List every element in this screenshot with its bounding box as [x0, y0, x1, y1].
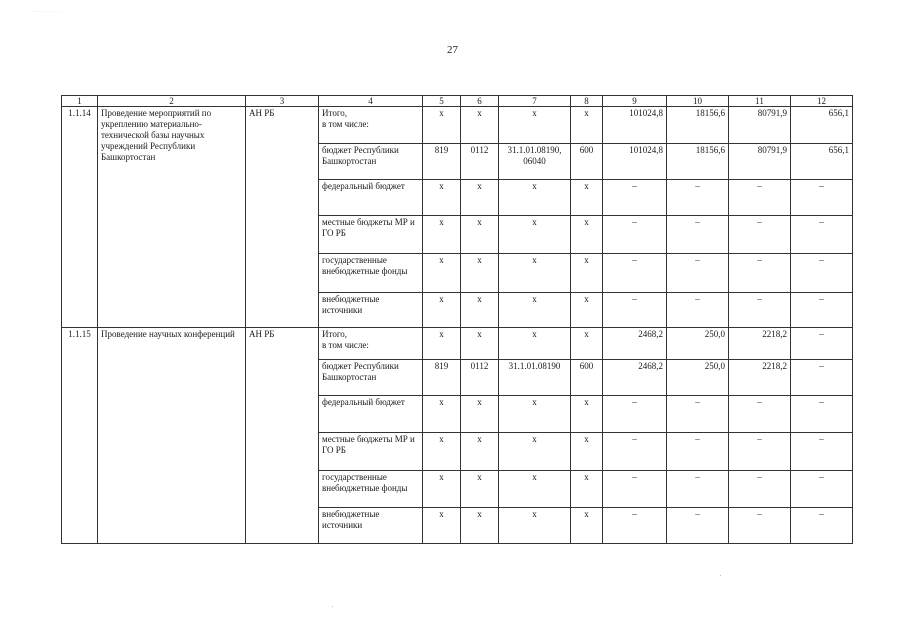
scan-speck — [720, 575, 721, 576]
page-number: 27 — [447, 44, 458, 56]
column-number-row — [62, 96, 853, 107]
amount-cell: – — [603, 396, 667, 433]
amount-cell: – — [667, 293, 729, 328]
amount-cell: – — [791, 180, 853, 216]
amount-cell: – — [729, 254, 791, 293]
amount-cell: – — [791, 433, 853, 471]
amount-cell: 101024,8 — [603, 144, 667, 180]
amount-cell: – — [667, 216, 729, 254]
amount-cell: – — [603, 293, 667, 328]
budget-code-cell: 819 — [423, 144, 461, 180]
target-article-cell: х — [499, 396, 571, 433]
amount-cell: – — [667, 254, 729, 293]
amount-cell: 80791,9 — [729, 144, 791, 180]
amount-cell: 18156,6 — [667, 107, 729, 144]
column-header: 11 — [729, 96, 791, 107]
budget-code-cell: х — [423, 180, 461, 216]
funding-source: внебюджетные источники — [319, 508, 423, 544]
expense-type-cell: х — [571, 293, 603, 328]
amount-cell: – — [791, 328, 853, 360]
amount-cell: – — [603, 433, 667, 471]
amount-cell: – — [791, 471, 853, 508]
funding-source: федеральный бюджет — [319, 396, 423, 433]
target-article-cell: 31.1.01.08190 — [499, 360, 571, 396]
target-article-cell: х — [499, 328, 571, 360]
amount-cell: – — [729, 508, 791, 544]
amount-cell: – — [791, 254, 853, 293]
funding-source: местные бюджеты МР и ГО РБ — [319, 216, 423, 254]
amount-cell: – — [667, 433, 729, 471]
amount-cell: – — [667, 396, 729, 433]
expense-type-cell: х — [571, 433, 603, 471]
amount-cell: 2468,2 — [603, 328, 667, 360]
scan-speck — [332, 606, 333, 607]
section-code-cell: 0112 — [461, 360, 499, 396]
expense-type-cell: х — [571, 396, 603, 433]
amount-cell: – — [729, 471, 791, 508]
target-article-cell: х — [499, 508, 571, 544]
amount-cell: – — [729, 433, 791, 471]
amount-cell: – — [791, 360, 853, 396]
section-code-cell: х — [461, 216, 499, 254]
column-header: 12 — [791, 96, 853, 107]
item-executor: АН РБ — [246, 328, 319, 544]
budget-code-cell: х — [423, 471, 461, 508]
expense-type-cell: 600 — [571, 144, 603, 180]
amount-cell: – — [791, 396, 853, 433]
column-header: 5 — [423, 96, 461, 107]
amount-cell: – — [603, 254, 667, 293]
target-article-cell: х — [499, 107, 571, 144]
budget-code-cell: х — [423, 107, 461, 144]
section-code-cell: х — [461, 180, 499, 216]
target-article-cell: х — [499, 293, 571, 328]
expense-type-cell: х — [571, 508, 603, 544]
section-code-cell: х — [461, 293, 499, 328]
expense-type-cell: х — [571, 471, 603, 508]
amount-cell: – — [729, 396, 791, 433]
amount-cell: 2218,2 — [729, 360, 791, 396]
section-code-cell: х — [461, 396, 499, 433]
amount-cell: 656,1 — [791, 107, 853, 144]
scan-artifact-right: . . — [879, 9, 883, 14]
amount-cell: – — [603, 180, 667, 216]
funding-source: Итого, в том числе: — [319, 328, 423, 360]
target-article-cell: х — [499, 180, 571, 216]
column-header: 4 — [319, 96, 423, 107]
target-article-cell: х — [499, 216, 571, 254]
expense-type-cell: х — [571, 107, 603, 144]
amount-cell: – — [603, 471, 667, 508]
expense-type-cell: 600 — [571, 360, 603, 396]
budget-code-cell: х — [423, 293, 461, 328]
amount-cell: – — [667, 471, 729, 508]
funding-source: Итого, в том числе: — [319, 107, 423, 144]
amount-cell: 250,0 — [667, 360, 729, 396]
budget-code-cell: х — [423, 328, 461, 360]
expense-type-cell: х — [571, 254, 603, 293]
column-header: 6 — [461, 96, 499, 107]
section-code-cell: х — [461, 328, 499, 360]
target-article-cell: х — [499, 254, 571, 293]
column-header: 10 — [667, 96, 729, 107]
item-name: Проведение научных конференций — [98, 328, 246, 544]
section-code-cell: 0112 — [461, 144, 499, 180]
budget-table — [61, 95, 853, 544]
funding-source: местные бюджеты МР и ГО РБ — [319, 433, 423, 471]
budget-code-cell: х — [423, 433, 461, 471]
budget-code-cell: х — [423, 396, 461, 433]
column-header: 8 — [571, 96, 603, 107]
amount-cell: – — [667, 180, 729, 216]
budget-code-cell: х — [423, 216, 461, 254]
section-code-cell: х — [461, 433, 499, 471]
target-article-cell: х — [499, 433, 571, 471]
amount-cell: – — [667, 508, 729, 544]
amount-cell: 2218,2 — [729, 328, 791, 360]
amount-cell: 101024,8 — [603, 107, 667, 144]
budget-code-cell: х — [423, 508, 461, 544]
funding-source: государственные внебюджетные фонды — [319, 471, 423, 508]
expense-type-cell: х — [571, 328, 603, 360]
item-code: 1.1.15 — [62, 328, 98, 544]
section-code-cell: х — [461, 254, 499, 293]
funding-source: бюджет Республики Башкортостан — [319, 360, 423, 396]
amount-cell: – — [791, 293, 853, 328]
amount-cell: 18156,6 — [667, 144, 729, 180]
funding-source: внебюджетные источники — [319, 293, 423, 328]
column-header: 7 — [499, 96, 571, 107]
column-header: 3 — [246, 96, 319, 107]
section-code-cell: х — [461, 107, 499, 144]
amount-cell: 2468,2 — [603, 360, 667, 396]
table-row — [62, 107, 853, 144]
column-header: 2 — [98, 96, 246, 107]
funding-source: федеральный бюджет — [319, 180, 423, 216]
column-header: 9 — [603, 96, 667, 107]
amount-cell: 656,1 — [791, 144, 853, 180]
budget-code-cell: х — [423, 254, 461, 293]
amount-cell: – — [729, 216, 791, 254]
amount-cell: 250,0 — [667, 328, 729, 360]
amount-cell: – — [729, 180, 791, 216]
amount-cell: 80791,9 — [729, 107, 791, 144]
table-row — [62, 328, 853, 360]
target-article-cell: 31.1.01.08190, 06040 — [499, 144, 571, 180]
expense-type-cell: х — [571, 216, 603, 254]
target-article-cell: х — [499, 471, 571, 508]
funding-source: государственные внебюджетные фонды — [319, 254, 423, 293]
funding-source: бюджет Республики Башкортостан — [319, 144, 423, 180]
amount-cell: – — [791, 508, 853, 544]
section-code-cell: х — [461, 471, 499, 508]
expense-type-cell: х — [571, 180, 603, 216]
item-name: Проведение мероприятий по укреплению материально-технической базы научных учреждений Республики Башкортостан — [98, 107, 246, 328]
column-header: 1 — [62, 96, 98, 107]
item-code: 1.1.14 — [62, 107, 98, 328]
amount-cell: – — [603, 508, 667, 544]
amount-cell: – — [603, 216, 667, 254]
scan-artifact: ........... . . — [30, 9, 64, 14]
budget-code-cell: 819 — [423, 360, 461, 396]
amount-cell: – — [791, 216, 853, 254]
item-executor: АН РБ — [246, 107, 319, 328]
amount-cell: – — [729, 293, 791, 328]
section-code-cell: х — [461, 508, 499, 544]
